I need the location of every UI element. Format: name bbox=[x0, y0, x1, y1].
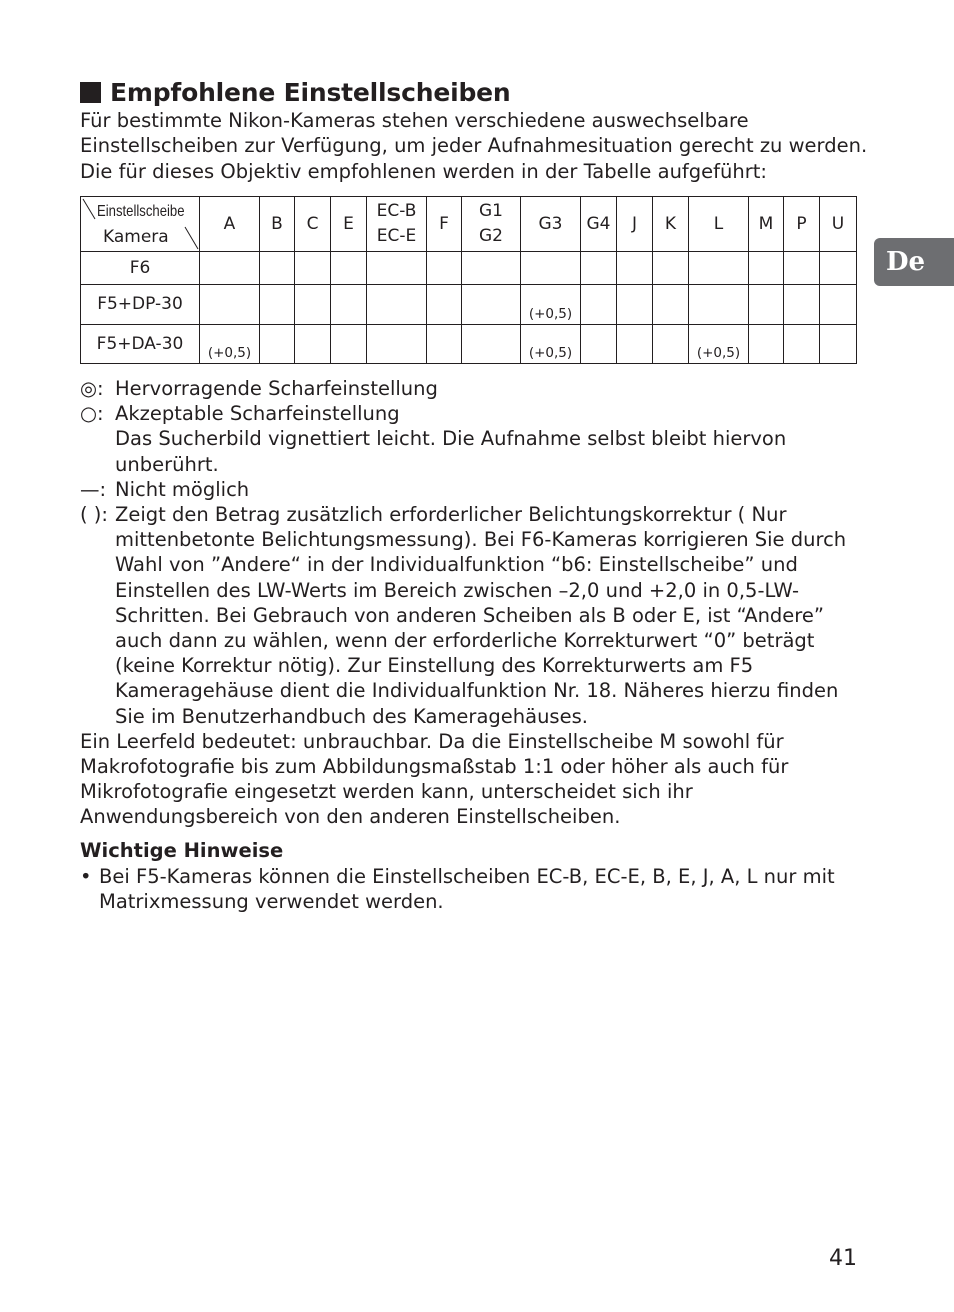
column-header-line: G2 bbox=[479, 226, 503, 246]
table-cell bbox=[427, 252, 462, 285]
table-cell bbox=[689, 324, 749, 363]
table-cell bbox=[367, 252, 427, 285]
table-cell bbox=[581, 252, 617, 285]
table-cell bbox=[521, 324, 581, 363]
table-cell bbox=[295, 252, 331, 285]
column-header: E bbox=[331, 197, 367, 252]
blank-field-note: Ein Leerfeld bedeutet: unbrauchbar. Da die Einstellscheibe M sowohl für Makrofotografie bis zum Abbildungsmaßstab 1:1 oder höher als auch für Mikrofotografie eingesetzt werden kann, unterscheidet sich ihr Anwendungsbereich von den anderen Einstellscheiben. bbox=[80, 729, 789, 829]
column-header: P bbox=[784, 197, 820, 252]
table-cell bbox=[653, 285, 689, 324]
table-cell bbox=[331, 324, 367, 363]
table-cell bbox=[367, 285, 427, 324]
column-header bbox=[462, 197, 521, 252]
column-header: M bbox=[749, 197, 784, 252]
column-header-line: EC-E bbox=[376, 226, 417, 246]
legend-item-not-possible bbox=[80, 477, 870, 502]
table-cell bbox=[462, 324, 521, 363]
table-cell bbox=[820, 324, 857, 363]
table-cell bbox=[295, 285, 331, 324]
table-cell bbox=[367, 324, 427, 363]
section-heading-text: Empfohlene Einstellscheiben bbox=[110, 78, 511, 107]
notes-title: Wichtige Hinweise bbox=[80, 839, 284, 862]
notes-list bbox=[80, 864, 870, 914]
table-row bbox=[81, 324, 857, 363]
column-header: C bbox=[295, 197, 331, 252]
table-cell bbox=[521, 285, 581, 324]
legend-item-acceptable bbox=[80, 401, 870, 477]
corner-label-camera: Kamera bbox=[103, 227, 169, 247]
table-cell bbox=[689, 285, 749, 324]
row-label: F5+DA-30 bbox=[81, 324, 200, 363]
table-cell bbox=[331, 252, 367, 285]
column-header: U bbox=[820, 197, 857, 252]
column-header: G3 bbox=[521, 197, 581, 252]
legend-text: Zeigt den Betrag zusätzlich erforderlicher Belichtungskorrektur ( Nur mittenbetonte Belichtungsmessung). Bei F6-Kameras korrigieren Sie durch Wahl von ”Andere“ in der Individualfunktion “b6: Einstellscheibe” und Einstellen des LW-Werts im Bereich zwischen –2,0 und +2,0 in 0,5-LW-Schritten. Bei Gebrauch von anderen Scheiben als B oder E, ist “Andere” auch dann zu wählen, wenn der erforderliche Korrekturwert “0” beträgt (keine Korrektur nötig). Zur Einstellung des Korrekturwerts am F5 Kameragehäuse dient die Individualfunktion Nr. 18. Näheres hierzu finden Sie im Benutzerhandbuch des Kameragehäuses. bbox=[115, 503, 847, 728]
circle-icon: ○: bbox=[80, 402, 104, 426]
correction-value: (+0,5) bbox=[528, 345, 573, 361]
table-cell bbox=[749, 324, 784, 363]
bullet-icon: • bbox=[80, 865, 92, 888]
table-cell bbox=[200, 285, 260, 324]
table-row bbox=[81, 252, 857, 285]
table-cell bbox=[617, 285, 653, 324]
column-header: B bbox=[260, 197, 295, 252]
language-tab: De bbox=[874, 238, 954, 286]
column-header: J bbox=[617, 197, 653, 252]
table-cell bbox=[581, 285, 617, 324]
legend-text: Nicht möglich bbox=[115, 477, 250, 501]
column-header bbox=[367, 197, 427, 252]
note-text: Bei F5-Kameras können die Einstellscheiben EC-B, EC-E, B, E, J, A, L nur mit Matrixmessung verwendet werden. bbox=[99, 865, 835, 914]
column-header-line: EC-B bbox=[376, 201, 417, 221]
legend-text: Hervorragende Scharfeinstellung bbox=[115, 377, 438, 400]
column-header: F bbox=[427, 197, 462, 252]
legend-item-excellent bbox=[80, 376, 870, 401]
table-cell bbox=[689, 252, 749, 285]
table-cell bbox=[820, 285, 857, 324]
table-cell bbox=[462, 285, 521, 324]
table-cell bbox=[653, 324, 689, 363]
legend bbox=[80, 376, 870, 830]
double-circle-icon: ◎: bbox=[80, 377, 104, 400]
column-header: K bbox=[653, 197, 689, 252]
table-cell bbox=[427, 324, 462, 363]
row-label: F5+DP-30 bbox=[81, 285, 200, 324]
table-cell bbox=[617, 252, 653, 285]
legend-text-main: Akzeptable Scharfeinstellung bbox=[115, 402, 400, 426]
table-cell bbox=[617, 324, 653, 363]
table-cell bbox=[653, 252, 689, 285]
table-row bbox=[81, 285, 857, 324]
table-cell bbox=[295, 324, 331, 363]
legend-text bbox=[115, 401, 870, 477]
correction-value: (+0,5) bbox=[207, 345, 252, 361]
corner-label-screen: Einstellscheibe bbox=[97, 203, 185, 220]
table-cell bbox=[427, 285, 462, 324]
table-header-row bbox=[81, 197, 857, 252]
legend-text-note: Das Sucherbild vignettiert leicht. Die Aufnahme selbst bleibt hiervon unberührt. bbox=[115, 427, 787, 476]
column-header: G4 bbox=[581, 197, 617, 252]
row-label: F6 bbox=[81, 252, 200, 285]
column-header: L bbox=[689, 197, 749, 252]
table-cell bbox=[260, 324, 295, 363]
table-cell bbox=[260, 285, 295, 324]
table-cell bbox=[784, 324, 820, 363]
intro-paragraph: Für bestimmte Nikon-Kameras stehen verschiedene auswechselbare Einstellscheiben zur Verfügung, um jeder Aufnahmesituation gerecht zu werden. Die für dieses Objektiv empfohlenen werden in der Tabelle aufgeführt: bbox=[80, 109, 868, 183]
focusing-screen-table bbox=[80, 196, 857, 364]
dash-icon: —: bbox=[80, 477, 107, 501]
square-bullet-icon bbox=[80, 82, 101, 103]
column-header: A bbox=[200, 197, 260, 252]
table-cell bbox=[749, 252, 784, 285]
section-heading bbox=[80, 78, 511, 107]
table-cell bbox=[784, 252, 820, 285]
table-cell bbox=[462, 252, 521, 285]
table-cell bbox=[200, 252, 260, 285]
table-cell bbox=[581, 324, 617, 363]
list-item bbox=[80, 864, 870, 914]
table-cell bbox=[521, 252, 581, 285]
parentheses-icon: ( ): bbox=[80, 503, 108, 527]
table-cell bbox=[820, 252, 857, 285]
table-cell bbox=[331, 285, 367, 324]
table-cell bbox=[260, 252, 295, 285]
column-header-line: G1 bbox=[479, 201, 503, 221]
correction-value: (+0,5) bbox=[696, 345, 741, 361]
table-corner-cell bbox=[81, 197, 200, 252]
table-cell bbox=[784, 285, 820, 324]
correction-value: (+0,5) bbox=[528, 305, 573, 322]
page-number: 41 bbox=[829, 1246, 857, 1271]
table-cell bbox=[200, 324, 260, 363]
legend-item-parentheses bbox=[80, 502, 870, 729]
table-cell bbox=[749, 285, 784, 324]
